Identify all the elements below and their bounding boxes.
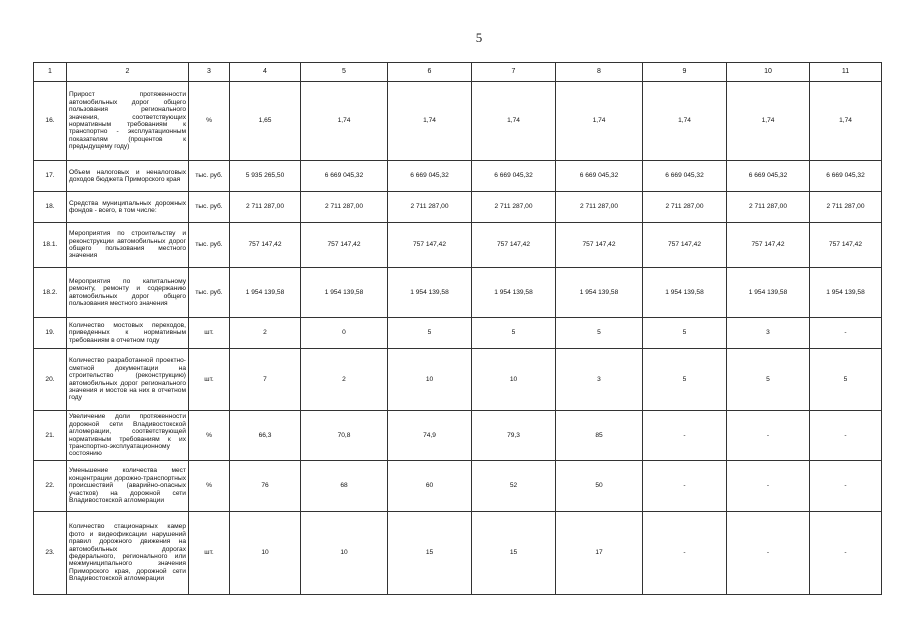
value-cell: - xyxy=(727,461,810,512)
value-cell: 5 xyxy=(643,318,727,349)
indicator-name-cell: Мероприятия по строительству и реконструкции автомобильных дорог общего пользования местного значения xyxy=(67,223,189,268)
value-cell: 757 147,42 xyxy=(230,223,301,268)
value-cell: 6 669 045,32 xyxy=(810,161,882,192)
value-cell: 79,3 xyxy=(472,411,556,461)
value-cell: 1 954 139,58 xyxy=(643,268,727,318)
value-cell: 757 147,42 xyxy=(727,223,810,268)
row-number-cell: 21. xyxy=(34,411,67,461)
value-cell: 0 xyxy=(301,318,388,349)
value-cell: 1 954 139,58 xyxy=(472,268,556,318)
unit-cell: шт. xyxy=(189,349,230,411)
header-row xyxy=(34,63,882,82)
table-body xyxy=(34,63,882,595)
table-row xyxy=(34,161,882,192)
value-cell: 66,3 xyxy=(230,411,301,461)
value-cell: 3 xyxy=(727,318,810,349)
value-cell: 5 xyxy=(472,318,556,349)
table-row xyxy=(34,512,882,595)
value-cell: 1 954 139,58 xyxy=(556,268,643,318)
table-row xyxy=(34,82,882,161)
indicator-name-cell: Количество разработанной проектно-сметной документации на строительство (реконструкцию) автомобильных дорог регионального значения и мостов на них в отчетном году xyxy=(67,349,189,411)
value-cell: 757 147,42 xyxy=(301,223,388,268)
value-cell: 2 711 287,00 xyxy=(727,192,810,223)
value-cell: 15 xyxy=(472,512,556,595)
table-row xyxy=(34,349,882,411)
value-cell: 10 xyxy=(472,349,556,411)
value-cell: 757 147,42 xyxy=(556,223,643,268)
indicator-name-cell: Мероприятия по капитальному ремонту, ремонту и содержанию автомобильных дорог общего пользования местного значения xyxy=(67,268,189,318)
value-cell: 17 xyxy=(556,512,643,595)
value-cell: 6 669 045,32 xyxy=(643,161,727,192)
value-cell: 1,74 xyxy=(472,82,556,161)
value-cell: 1,74 xyxy=(388,82,472,161)
value-cell: 10 xyxy=(230,512,301,595)
unit-cell: тыс. руб. xyxy=(189,192,230,223)
value-cell: 2 711 287,00 xyxy=(810,192,882,223)
value-cell: 7 xyxy=(230,349,301,411)
value-cell: - xyxy=(810,512,882,595)
value-cell: 2 711 287,00 xyxy=(556,192,643,223)
value-cell: 2 711 287,00 xyxy=(643,192,727,223)
value-cell: 1 954 139,58 xyxy=(388,268,472,318)
value-cell: 757 147,42 xyxy=(643,223,727,268)
value-cell: 6 669 045,32 xyxy=(556,161,643,192)
indicator-name-cell: Уменьшение количества мест концентрации дорожно-транспортных происшествий (аварийно-опасных участков) на дорожной сети Владивостокской агломерации xyxy=(67,461,189,512)
value-cell: 1,74 xyxy=(556,82,643,161)
header-cell: 10 xyxy=(727,63,810,82)
value-cell: 60 xyxy=(388,461,472,512)
unit-cell: тыс. руб. xyxy=(189,268,230,318)
row-number-cell: 19. xyxy=(34,318,67,349)
value-cell: 2 711 287,00 xyxy=(472,192,556,223)
value-cell: 2 711 287,00 xyxy=(388,192,472,223)
value-cell: - xyxy=(643,461,727,512)
value-cell: 10 xyxy=(301,512,388,595)
value-cell: - xyxy=(643,411,727,461)
value-cell: 74,9 xyxy=(388,411,472,461)
value-cell: 1 954 139,58 xyxy=(727,268,810,318)
table-row xyxy=(34,318,882,349)
row-number-cell: 17. xyxy=(34,161,67,192)
value-cell: 70,8 xyxy=(301,411,388,461)
table-row xyxy=(34,411,882,461)
value-cell: 5 xyxy=(643,349,727,411)
indicators-table xyxy=(33,62,882,595)
value-cell: 5 935 265,50 xyxy=(230,161,301,192)
value-cell: 757 147,42 xyxy=(810,223,882,268)
unit-cell: шт. xyxy=(189,512,230,595)
value-cell: 5 xyxy=(727,349,810,411)
row-number-cell: 16. xyxy=(34,82,67,161)
unit-cell: % xyxy=(189,411,230,461)
value-cell: - xyxy=(727,411,810,461)
indicator-name-cell: Количество стационарных камер фото и видеофиксации нарушений правил дорожного движения на автомобильных дорогах федерального, регионального или межмуниципального значения Приморского края, дорожной сети Владивостокской агломерации xyxy=(67,512,189,595)
unit-cell: % xyxy=(189,82,230,161)
value-cell: - xyxy=(810,318,882,349)
value-cell: 85 xyxy=(556,411,643,461)
unit-cell: шт. xyxy=(189,318,230,349)
row-number-cell: 18.1. xyxy=(34,223,67,268)
indicator-name-cell: Количество мостовых переходов, приведенных к нормативным требованиям в отчетном году xyxy=(67,318,189,349)
header-cell: 2 xyxy=(67,63,189,82)
page-number: 5 xyxy=(475,30,483,45)
value-cell: 2 xyxy=(230,318,301,349)
header-cell: 3 xyxy=(189,63,230,82)
table-row xyxy=(34,461,882,512)
value-cell: 5 xyxy=(556,318,643,349)
value-cell: 1,74 xyxy=(810,82,882,161)
header-cell: 9 xyxy=(643,63,727,82)
value-cell: 76 xyxy=(230,461,301,512)
indicator-name-cell: Средства муниципальных дорожных фондов - всего, в том числе: xyxy=(67,192,189,223)
value-cell: 1,74 xyxy=(301,82,388,161)
row-number-cell: 22. xyxy=(34,461,67,512)
value-cell: - xyxy=(643,512,727,595)
value-cell: 1,65 xyxy=(230,82,301,161)
value-cell: 68 xyxy=(301,461,388,512)
value-cell: 3 xyxy=(556,349,643,411)
unit-cell: тыс. руб. xyxy=(189,223,230,268)
value-cell: 50 xyxy=(556,461,643,512)
value-cell: 2 711 287,00 xyxy=(301,192,388,223)
header-cell: 11 xyxy=(810,63,882,82)
indicator-name-cell: Объем налоговых и неналоговых доходов бюджета Приморского края xyxy=(67,161,189,192)
unit-cell: % xyxy=(189,461,230,512)
value-cell: 10 xyxy=(388,349,472,411)
indicator-name-cell: Увеличение доли протяженности дорожной сети Владивостокской агломерации, соответствующей нормативным требованиям к их транспортно-эксплуатационному состоянию xyxy=(67,411,189,461)
value-cell: 757 147,42 xyxy=(472,223,556,268)
value-cell: 1,74 xyxy=(643,82,727,161)
unit-cell: тыс. руб. xyxy=(189,161,230,192)
value-cell: 6 669 045,32 xyxy=(388,161,472,192)
value-cell: - xyxy=(810,461,882,512)
value-cell: 1,74 xyxy=(727,82,810,161)
value-cell: 6 669 045,32 xyxy=(727,161,810,192)
header-cell: 7 xyxy=(472,63,556,82)
table-row xyxy=(34,223,882,268)
row-number-cell: 18.2. xyxy=(34,268,67,318)
value-cell: 1 954 139,58 xyxy=(301,268,388,318)
value-cell: 2 xyxy=(301,349,388,411)
header-cell: 6 xyxy=(388,63,472,82)
value-cell: 2 711 287,00 xyxy=(230,192,301,223)
table-row xyxy=(34,192,882,223)
header-cell: 5 xyxy=(301,63,388,82)
header-cell: 4 xyxy=(230,63,301,82)
value-cell: 1 954 139,58 xyxy=(810,268,882,318)
row-number-cell: 18. xyxy=(34,192,67,223)
header-cell: 1 xyxy=(34,63,67,82)
row-number-cell: 20. xyxy=(34,349,67,411)
row-number-cell: 23. xyxy=(34,512,67,595)
table-row xyxy=(34,268,882,318)
value-cell: 52 xyxy=(472,461,556,512)
value-cell: 6 669 045,32 xyxy=(472,161,556,192)
value-cell: 6 669 045,32 xyxy=(301,161,388,192)
indicator-name-cell: Прирост протяженности автомобильных дорог общего пользования регионального значения, соответствующих нормативным требованиям к транспортно - эксплуатационным показателям (процентов к предыдущему году) xyxy=(67,82,189,161)
value-cell: 15 xyxy=(388,512,472,595)
value-cell: - xyxy=(810,411,882,461)
header-cell: 8 xyxy=(556,63,643,82)
value-cell: 5 xyxy=(810,349,882,411)
value-cell: 757 147,42 xyxy=(388,223,472,268)
value-cell: 5 xyxy=(388,318,472,349)
value-cell: - xyxy=(727,512,810,595)
value-cell: 1 954 139,58 xyxy=(230,268,301,318)
